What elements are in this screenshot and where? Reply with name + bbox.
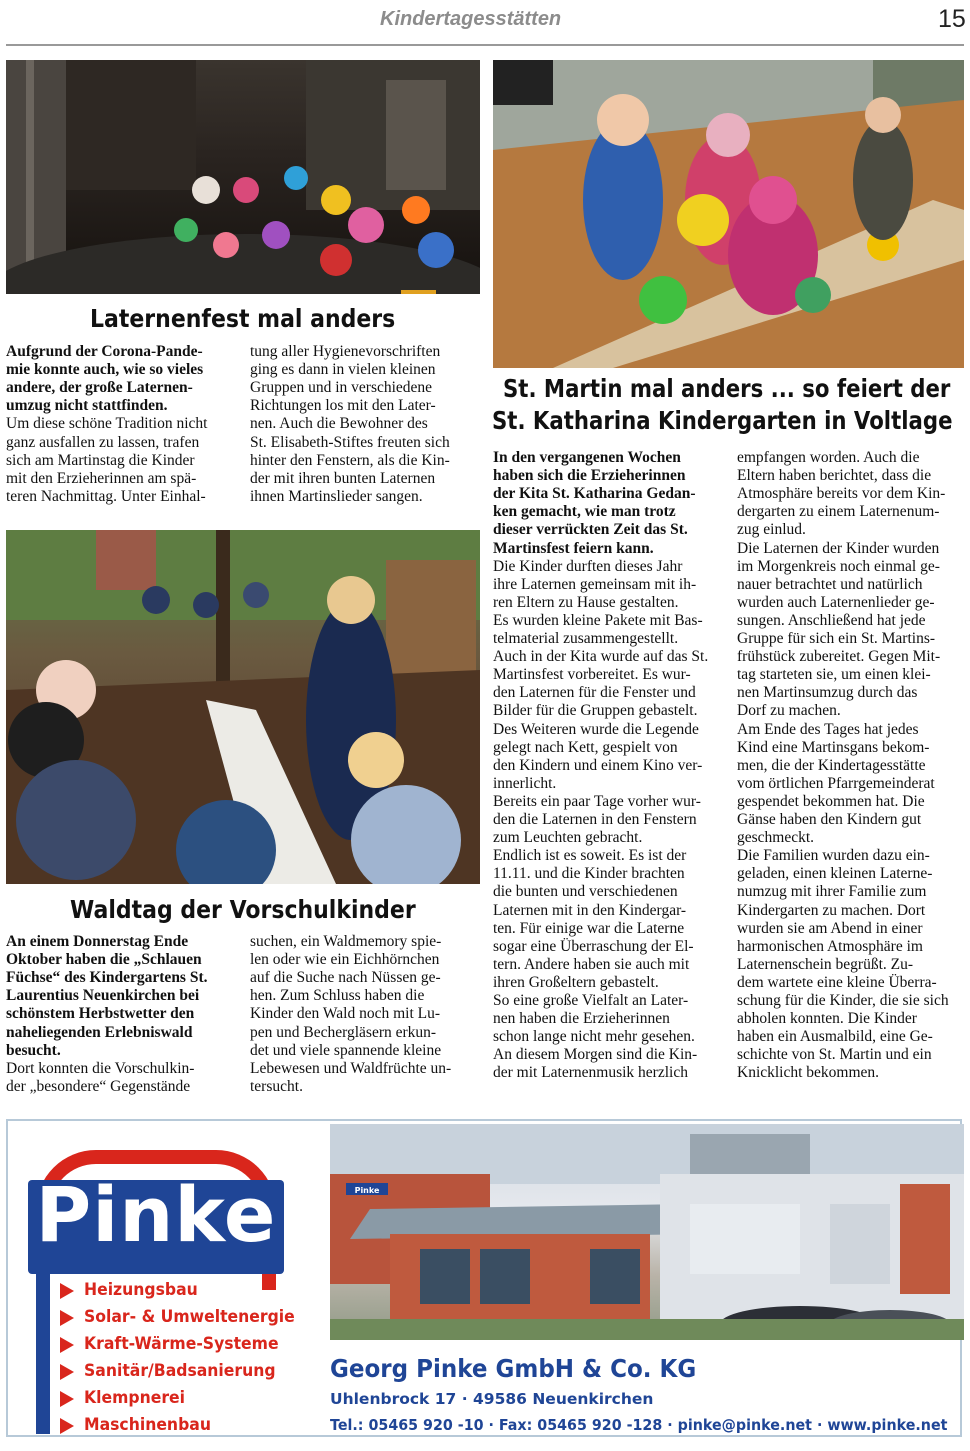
text-line: mit den Erzieherinnen am spä- [6, 469, 197, 487]
text-line: Die Laternen der Kinder wurden [737, 539, 940, 557]
text-line: St. Elisabeth-Stiftes freuten sich [250, 433, 450, 451]
service-item: Solar- & Umweltenergie [84, 1307, 295, 1327]
photo-pinke-building [330, 1124, 964, 1340]
company-contact: Tel.: 05465 920 -10 · Fax: 05465 920 -128 · pinke@pinke.net · www.pinke.net [330, 1416, 948, 1434]
text-line: tung aller Hygienevorschriften [250, 343, 441, 360]
text-line: Bilder für die Gruppen gebastelt. [493, 702, 698, 720]
text-line: Gruppen und in verschiedene [250, 379, 433, 397]
text-line: Martinsfest feiern kann. [493, 539, 654, 557]
text-line: nen. Auch die Bewohner des [250, 415, 428, 433]
text-line: auf die Suche nach Nüssen ge- [250, 969, 441, 987]
text-line: Endlich ist es soweit. Es ist der [493, 847, 687, 865]
text-line: An einem Donnerstag Ende [6, 933, 189, 950]
text-line: empfangen worden. Auch die [737, 449, 920, 466]
text-line: Dorf zu machen. [737, 702, 841, 720]
photo-st-martin-kids [493, 60, 964, 368]
text-line: besucht. [6, 1041, 61, 1059]
text-line: pen und Bechergläsern erkun- [250, 1023, 437, 1041]
photo-lantern-walk [6, 60, 480, 294]
text-line: Kind eine Martinsgans bekom- [737, 738, 930, 756]
text-line: hen. Zum Schluss haben die [250, 987, 425, 1005]
text-line: In den vergangenen Wochen [493, 449, 681, 466]
text-line: wurden auch Laternenlieder ge- [737, 593, 935, 611]
photo-waldtag [6, 530, 480, 884]
text-line: geschmeckt. [737, 829, 815, 847]
text-line: Auch in der Kita wurde auf das St. [493, 648, 709, 666]
text-line: andere, der große Laternen- [6, 379, 193, 397]
text-line: abholen konnten. Die Kinder [737, 1010, 917, 1028]
text-line: den die Laternen in den Fenstern [493, 811, 697, 828]
text-line: frühstück zubereitet. Gegen Mit- [737, 648, 941, 666]
text-line: haben sich die Erzieherinnen [493, 467, 686, 485]
text-line: dieser verrückten Zeit das St. [493, 521, 688, 539]
text-line: ken gemacht, wie man trotz [493, 503, 676, 521]
text-line: suchen, ein Waldmemory spie- [250, 933, 442, 950]
text-line: Richtungen los mit den Later- [250, 397, 436, 415]
text-line: der mit ihren bunten Laternen [250, 469, 436, 487]
text-line: schichte von St. Martin und ein [737, 1046, 932, 1064]
text-line: Am Ende des Tages hat jedes [737, 720, 919, 738]
text-line: det und viele spannende kleine [250, 1041, 442, 1059]
text-line: Die Familien wurden dazu ein- [737, 847, 930, 865]
text-line: ihre Laternen gemeinsam mit ih- [493, 575, 697, 593]
photo-waldtag-illustration [6, 530, 480, 884]
arrow-icon [60, 1364, 74, 1380]
arrow-icon [60, 1337, 74, 1353]
text-line: So eine große Vielfalt an Later- [493, 992, 689, 1009]
text-line: Füchse“ des Kindergartens St. [6, 969, 208, 987]
service-item: Heizungsbau [84, 1280, 198, 1300]
company-address: Uhlenbrock 17 · 49586 Neuenkirchen [330, 1390, 654, 1408]
text-line: der Kita St. Katharina Gedan- [493, 485, 696, 503]
headline-waldtag: Waldtag der Vorschulkinder [70, 895, 416, 924]
service-item: Kraft-Wärme-Systeme [84, 1334, 279, 1354]
text-line: len oder wie ein Eichhörnchen [250, 951, 440, 969]
text-line: gelegt nach Kett, gespielt von [493, 738, 678, 756]
text-line: schon lange nicht mehr gesehen. [493, 1028, 695, 1046]
text-line: Laternen mit in den Kindergar- [493, 901, 687, 919]
section-title: Kindertagesstätten [380, 8, 562, 30]
text-line: Oktober haben die „Schlauen [6, 951, 202, 969]
text-line: schung für die Kinder, die sie sich [737, 992, 949, 1009]
text-line: geladen, einen kleinen Laterne- [737, 865, 933, 883]
text-line: tag starteten sie, um einen klei- [737, 666, 931, 684]
text-line: im Morgenkreis noch einmal ge- [737, 557, 940, 575]
text-line: dergarten zu einem Laternenum- [737, 503, 940, 521]
text-line: Dort konnten die Vorschulkin- [6, 1059, 195, 1077]
page-number: 15 [938, 5, 966, 33]
text-line: ihren Großeltern gebastelt. [493, 973, 659, 991]
text-line: numzug mit ihrer Familie zum [737, 883, 927, 901]
text-line: tersucht. [250, 1077, 303, 1095]
text-line: ging es dann in vielen kleinen [250, 361, 436, 379]
text-line: Es wurden kleine Pakete mit Bas- [493, 611, 703, 629]
text-line: Des Weiteren wurde die Legende [493, 720, 699, 738]
text-line: tern. Andere haben sie auch mit [493, 955, 690, 973]
text-line: zum Leuchten gebracht. [493, 829, 643, 847]
text-line: sungen. Anschließend hat jede [737, 611, 926, 629]
text-line: Laurentius Neuenkirchen bei [6, 987, 200, 1005]
text-line: ganz ausfallen zu lassen, trafen [6, 433, 200, 451]
text-line: den Laternen für die Fenster und [493, 684, 696, 702]
text-line: Kinder den Wald noch mit Lu- [250, 1005, 441, 1023]
text-line: schönstem Herbstwetter den [6, 1005, 195, 1023]
photo-st-martin-kids-illustration [493, 60, 964, 368]
photo-lantern-walk-illustration [6, 60, 480, 294]
text-line: telmaterial zusammengestellt. [493, 630, 679, 647]
arrow-icon [60, 1283, 74, 1299]
arrow-icon [60, 1418, 74, 1434]
headline-st-martin-line2: St. Katharina Kindergarten in Voltlage [492, 406, 953, 435]
text-line: der „besondere“ Gegenstände [6, 1077, 191, 1095]
text-line: innerlicht. [493, 774, 557, 792]
headline-st-martin-line1: St. Martin mal anders ... so feiert der [503, 374, 951, 403]
text-line: Martinsfest vorbereitet. Es wur- [493, 666, 691, 684]
text-line: Die Kinder durften dieses Jahr [493, 557, 683, 575]
text-line: teren Nachmittag. Unter Einhal- [6, 487, 206, 505]
text-line: An diesem Morgen sind die Kin- [493, 1046, 698, 1064]
text-line: Um diese schöne Tradition nicht [6, 415, 208, 433]
text-line: harmonischen Atmosphäre im [737, 937, 923, 955]
text-line: naheliegenden Erlebniswald [6, 1023, 193, 1041]
arrow-icon [60, 1391, 74, 1407]
text-line: zug einlud. [737, 521, 806, 539]
headline-laternenfest: Laternenfest mal anders [90, 304, 396, 333]
service-item: Maschinenbau [84, 1415, 211, 1435]
text-line: umzug nicht stattfinden. [6, 397, 168, 415]
logo-blue-stem [36, 1274, 50, 1434]
text-line: men, die der Kindertagesstätte [737, 756, 926, 774]
arrow-icon [60, 1310, 74, 1326]
pinke-logo-text: Pinke [35, 1170, 277, 1259]
text-line: nen Martinsumzug durch das [737, 684, 918, 702]
text-line: mie konnte auch, wie so vieles [6, 361, 204, 379]
text-line: nen haben die Erzieherinnen [493, 1010, 670, 1028]
text-line: die bunten und verschiedenen [493, 883, 678, 901]
service-item: Sanitär/Badsanierung [84, 1361, 276, 1381]
text-line: Bereits ein paar Tage vorher wur- [493, 792, 701, 810]
text-line: den Kindern und einem Kino ver- [493, 756, 703, 774]
text-line: Lebewesen und Waldfrüchte un- [250, 1059, 452, 1077]
text-line: ren Eltern zu Hause gestalten. [493, 593, 679, 611]
text-line: Atmosphäre bereits vor dem Kin- [737, 485, 946, 503]
text-line: wurden sie am Abend in einer [737, 919, 923, 937]
text-line: ten. Für einige war die Laterne [493, 919, 685, 937]
text-line: sogar eine Überraschung der El- [493, 937, 694, 955]
text-line: Eltern haben berichtet, dass die [737, 467, 932, 485]
text-line: gespendet bekommen hat. Die [737, 792, 925, 810]
text-line: hinter den Fenstern, als die Kin- [250, 451, 450, 469]
text-line: dem wartete eine kleine Überra- [737, 973, 937, 991]
text-line: Kindergarten zu machen. Dort [737, 901, 926, 919]
text-line: Knicklicht bekommen. [737, 1064, 880, 1082]
text-line: sich am Martinstag die Kinder [6, 451, 195, 469]
text-line: 11.11. und die Kinder brachten [493, 865, 685, 883]
text-line: nauer betrachtet und natürlich [737, 575, 923, 593]
text-line: Gänse haben den Kindern gut [737, 811, 922, 828]
text-line: ihnen Martinslieder sangen. [250, 487, 423, 505]
text-line: der mit Laternenmusik herzlich [493, 1064, 688, 1082]
building-sign: Pinke [354, 1186, 380, 1195]
photo-pinke-building-illustration [330, 1124, 964, 1340]
service-item: Klempnerei [84, 1388, 186, 1408]
text-line: Laternenschein begrüßt. Zu- [737, 955, 914, 973]
text-line: Gruppe für sich ein St. Martins- [737, 630, 936, 647]
company-name: Georg Pinke GmbH & Co. KG [330, 1354, 697, 1383]
text-line: vom örtlichen Pfarrgemeinderat [737, 774, 935, 792]
text-line: haben ein Ausmalbild, eine Ge- [737, 1028, 933, 1046]
header-divider [6, 44, 964, 46]
text-line: Aufgrund der Corona-Pande- [6, 343, 203, 360]
